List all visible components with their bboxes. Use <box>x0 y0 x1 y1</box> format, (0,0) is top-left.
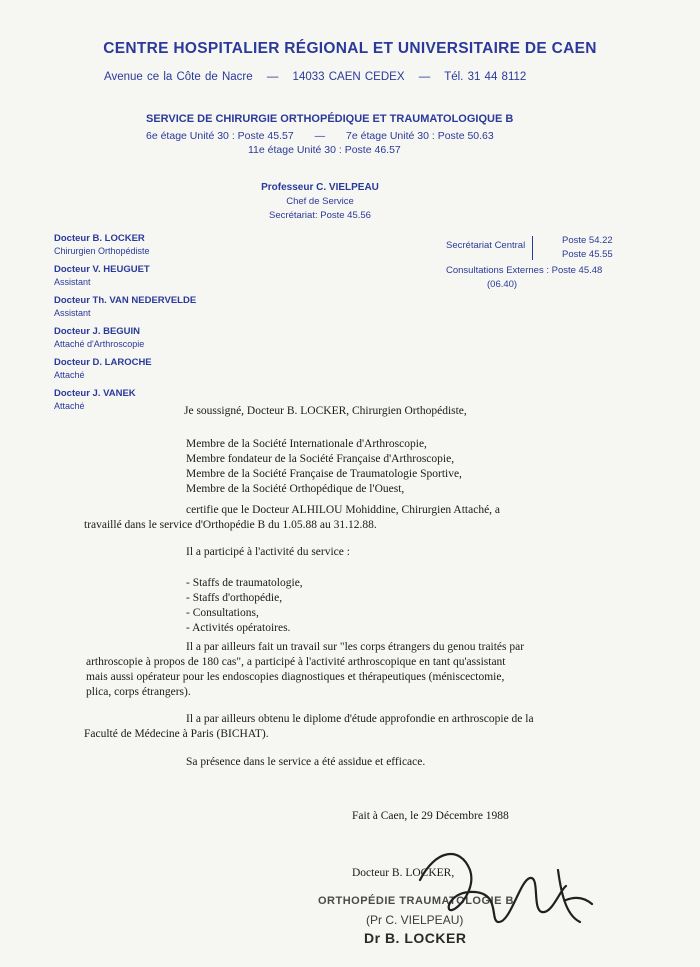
signatory-name: Docteur B. LOCKER, <box>352 867 455 879</box>
doctor-role: Chirurgien Orthopédiste <box>54 246 150 256</box>
doctor-name: Docteur J. VANEK <box>54 388 136 399</box>
work-line-1: Il a par ailleurs fait un travail sur "les corps étrangers du genou traités par <box>186 641 525 653</box>
address-phone: Tél. 31 44 8112 <box>444 71 527 83</box>
certify-line-1: certifie que le Docteur ALHILOU Mohiddine, Chirurgien Attaché, a <box>186 504 501 516</box>
membership-item: Membre de la Société Internationale d'Arthroscopie, <box>186 438 427 450</box>
central-secretariat-label: Secrétariat Central <box>446 240 526 251</box>
stamp-chief: (Pr C. VIELPEAU) <box>366 913 464 927</box>
doctor-name: Docteur Th. VAN NEDERVELDE <box>54 295 197 306</box>
membership-item: Membre de la Société Française de Traumatologie Sportive, <box>186 468 462 480</box>
presence-statement: Sa présence dans le service a été assidue et efficace. <box>186 756 426 768</box>
certify-line-2: travaillé dans le service d'Orthopédie B du 1.05.88 au 31.12.88. <box>84 519 377 531</box>
stamp-doctor: Dr B. LOCKER <box>364 930 467 946</box>
floor-separator: — <box>314 130 326 142</box>
hospital-address <box>104 71 536 83</box>
doctor-entry <box>54 263 234 288</box>
chief-secretariat: Secrétariat: Poste 45.56 <box>269 210 371 221</box>
floor-7-extension: 7e étage Unité 30 : Poste 50.63 <box>346 130 494 142</box>
doctor-name: Docteur B. LOCKER <box>54 233 145 244</box>
floor-6-extension: 6e étage Unité 30 : Poste 45.57 <box>146 130 294 142</box>
stamp-department: ORTHOPÉDIE TRAUMATOLOGIE B <box>318 895 514 907</box>
letter-intro: Je soussigné, Docteur B. LOCKER, Chirurgien Orthopédiste, <box>184 405 467 417</box>
work-line-4: plica, corps étrangers). <box>86 686 191 698</box>
doctor-name: Docteur D. LAROCHE <box>54 357 152 368</box>
doctor-name: Docteur V. HEUGUET <box>54 264 150 275</box>
doctor-role: Attaché <box>54 370 85 380</box>
chief-name: Professeur C. VIELPEAU <box>261 182 379 193</box>
doctor-name: Docteur J. BEGUIN <box>54 326 141 337</box>
address-separator: — <box>266 71 279 83</box>
contact-divider <box>532 236 533 260</box>
central-poste-1: Poste 54.22 <box>562 235 613 246</box>
doctor-role: Assistant <box>54 308 91 318</box>
memberships-list <box>186 437 462 497</box>
external-number: (06.40) <box>487 279 518 290</box>
service-name: SERVICE DE CHIRURGIE ORTHOPÉDIQUE ET TRAUMATOLOGIQUE B <box>146 113 514 125</box>
participation-heading: Il a participé à l'activité du service : <box>186 546 350 558</box>
place-and-date: Fait à Caen, le 29 Décembre 1988 <box>352 810 509 822</box>
membership-item: Membre de la Société Orthopédique de l'Ouest, <box>186 483 405 495</box>
doctor-entry <box>54 356 234 381</box>
doctors-list <box>54 232 234 418</box>
task-item: - Consultations, <box>186 607 259 619</box>
doctor-entry <box>54 294 234 319</box>
task-item: - Staffs de traumatologie, <box>186 577 303 589</box>
chief-title: Chef de Service <box>286 196 354 207</box>
floor-11-extension: 11e étage Unité 30 : Poste 46.57 <box>248 144 401 156</box>
task-item: - Activités opératoires. <box>186 622 291 634</box>
central-poste-2: Poste 45.55 <box>562 249 613 260</box>
address-city: 14033 CAEN CEDEX <box>292 71 405 83</box>
tasks-list <box>186 576 303 636</box>
doctor-entry <box>54 232 234 257</box>
address-street: Avenue ce la Côte de Nacre <box>104 71 253 83</box>
task-item: - Staffs d'orthopédie, <box>186 592 283 604</box>
hospital-title: CENTRE HOSPITALIER RÉGIONAL ET UNIVERSITAIRE DE CAEN <box>103 40 597 57</box>
address-separator: — <box>418 71 431 83</box>
doctor-role: Attaché d'Arthroscopie <box>54 339 145 349</box>
diploma-line-2: Faculté de Médecine à Paris (BICHAT). <box>84 728 269 740</box>
external-consultations: Consultations Externes : Poste 45.48 <box>446 265 603 276</box>
diploma-line-1: Il a par ailleurs obtenu le diplome d'étude approfondie en arthroscopie de la <box>186 713 534 725</box>
handwritten-signature <box>380 830 600 940</box>
work-line-3: mais aussi opérateur pour les endoscopies diagnostiques et thérapeutiques (méniscectomie, <box>86 671 505 683</box>
membership-item: Membre fondateur de la Société Française d'Arthroscopie, <box>186 453 455 465</box>
work-line-2: arthroscopie à propos de 180 cas", a participé à l'activité arthroscopique en tant qu'assistant <box>86 656 506 668</box>
doctor-entry <box>54 325 234 350</box>
doctor-role: Assistant <box>54 277 91 287</box>
floor-extensions <box>146 130 494 142</box>
doctor-role: Attaché <box>54 401 85 411</box>
